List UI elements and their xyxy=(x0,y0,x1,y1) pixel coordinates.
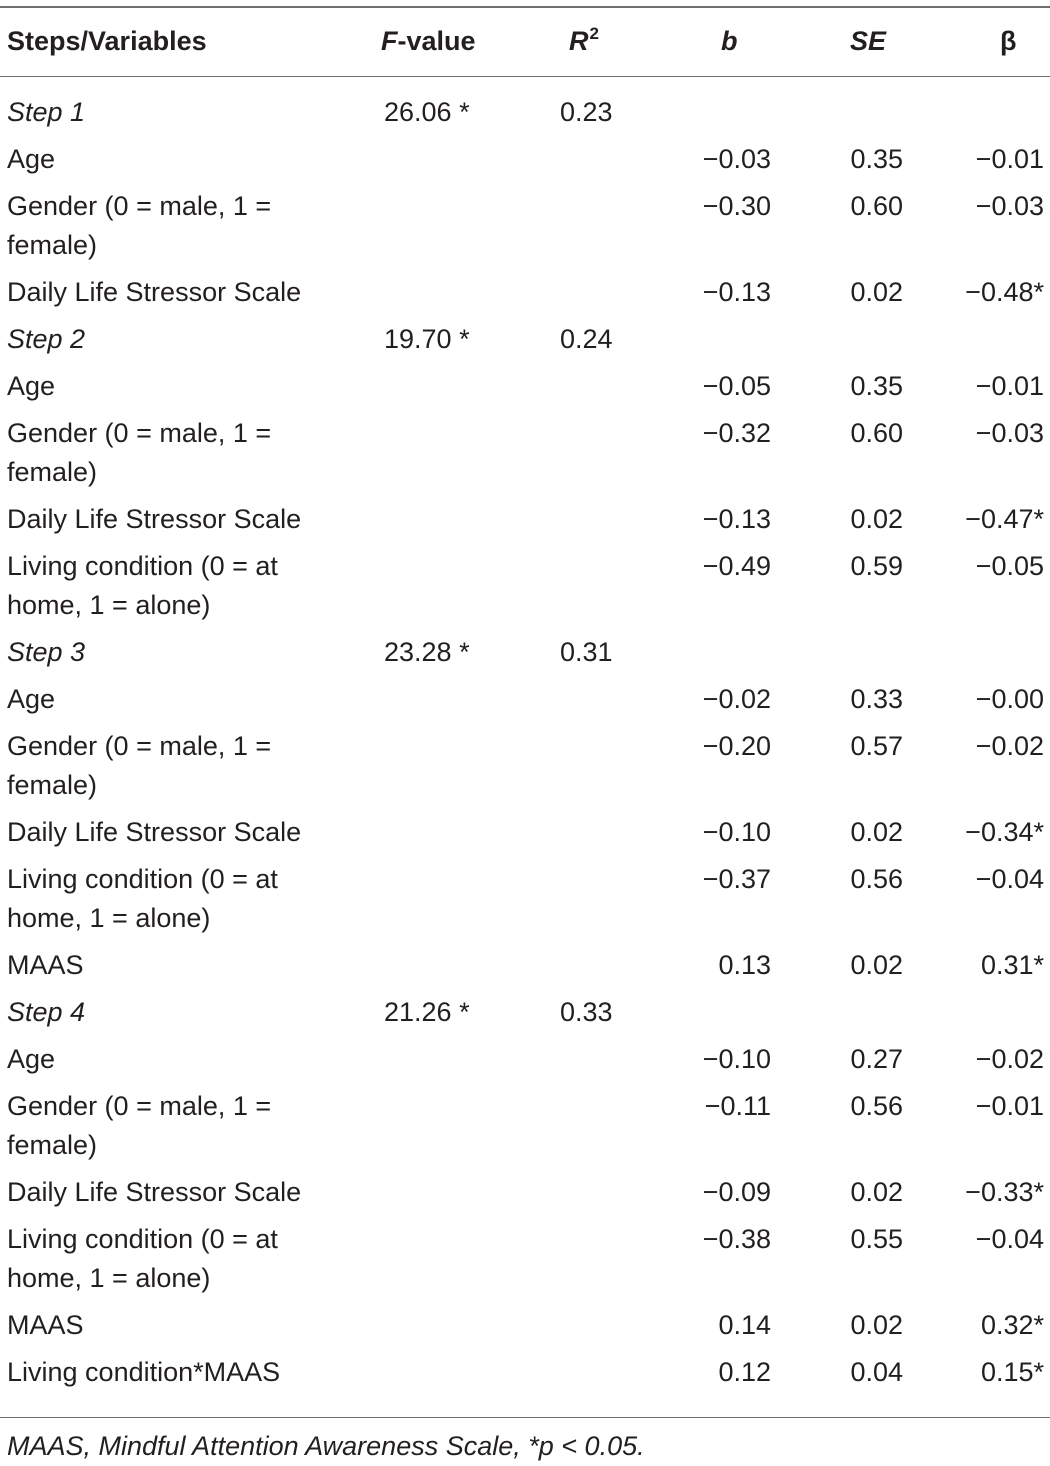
row-beta: −0.05 xyxy=(975,551,1044,581)
header-f-italic: F xyxy=(381,26,398,56)
header-r-superscript: 2 xyxy=(589,24,599,43)
row-se: 0.35 xyxy=(850,144,903,174)
row-b: −0.13 xyxy=(702,504,771,534)
row-se: 0.35 xyxy=(850,371,903,401)
row-variable: Living condition*MAAS xyxy=(7,1357,281,1387)
row-se: 0.02 xyxy=(850,277,903,307)
row-beta: −0.01 xyxy=(975,144,1044,174)
table-bottom-rule xyxy=(0,1417,1050,1418)
row-beta: −0.34* xyxy=(965,817,1044,847)
row-se: 0.56 xyxy=(850,864,903,894)
row-beta: −0.01 xyxy=(975,1091,1044,1121)
row-variable: Living condition (0 = at home, 1 = alone) xyxy=(7,1224,278,1293)
row-beta: 0.31* xyxy=(980,950,1044,980)
row-variable: Step 4 xyxy=(7,997,86,1027)
row-f-value: 26.06 * xyxy=(384,97,470,127)
row-r-squared: 0.33 xyxy=(560,997,613,1027)
table-footnote: MAAS, Mindful Attention Awareness Scale, *p < 0.05. xyxy=(7,1431,645,1461)
row-se: 0.55 xyxy=(850,1224,903,1254)
row-variable: MAAS xyxy=(7,950,84,980)
table-top-rule xyxy=(0,6,1050,8)
header-bottom-rule xyxy=(0,76,1050,77)
row-beta: −0.02 xyxy=(975,731,1044,761)
row-variable: Step 1 xyxy=(7,97,86,127)
row-b: −0.37 xyxy=(702,864,771,894)
row-beta: −0.00 xyxy=(975,684,1044,714)
header-beta: β xyxy=(1000,26,1017,56)
row-r-squared: 0.31 xyxy=(560,637,613,667)
row-b: 0.14 xyxy=(718,1310,771,1340)
row-b: −0.10 xyxy=(702,1044,771,1074)
row-variable: MAAS xyxy=(7,1310,84,1340)
row-se: 0.60 xyxy=(850,191,903,221)
row-se: 0.59 xyxy=(850,551,903,581)
row-b: −0.05 xyxy=(702,371,771,401)
header-se-italic: SE xyxy=(850,26,887,56)
header-f-value xyxy=(381,24,476,58)
row-b: −0.11 xyxy=(704,1091,771,1121)
row-variable: Gender (0 = male, 1 = female) xyxy=(7,191,272,260)
header-b-italic: b xyxy=(721,26,738,56)
row-variable: Gender (0 = male, 1 = female) xyxy=(7,418,272,487)
row-se: 0.02 xyxy=(850,817,903,847)
row-variable: Daily Life Stressor Scale xyxy=(7,277,302,307)
header-r-squared xyxy=(569,24,599,62)
row-b: 0.13 xyxy=(718,950,771,980)
row-b: −0.49 xyxy=(702,551,771,581)
row-beta: −0.03 xyxy=(975,418,1044,448)
row-variable: Step 3 xyxy=(7,637,86,667)
header-se xyxy=(850,24,886,58)
row-b: −0.09 xyxy=(702,1177,771,1207)
header-f-suffix: -value xyxy=(397,26,476,56)
row-variable: Living condition (0 = at home, 1 = alone) xyxy=(7,864,278,933)
row-variable: Step 2 xyxy=(7,324,86,354)
row-variable: Gender (0 = male, 1 = female) xyxy=(7,731,272,800)
row-se: 0.02 xyxy=(850,1177,903,1207)
row-variable: Living condition (0 = at home, 1 = alone) xyxy=(7,551,278,620)
row-beta: 0.15* xyxy=(980,1357,1044,1387)
row-b: −0.38 xyxy=(702,1224,771,1254)
row-r-squared: 0.23 xyxy=(560,97,613,127)
row-beta: −0.33* xyxy=(965,1177,1044,1207)
row-variable: Daily Life Stressor Scale xyxy=(7,504,302,534)
row-beta: −0.47* xyxy=(965,504,1044,534)
row-beta: −0.02 xyxy=(975,1044,1044,1074)
row-variable: Age xyxy=(7,144,56,174)
row-beta: −0.03 xyxy=(975,191,1044,221)
row-se: 0.02 xyxy=(850,504,903,534)
row-se: 0.27 xyxy=(850,1044,903,1074)
row-variable: Age xyxy=(7,684,56,714)
row-b: −0.03 xyxy=(702,144,771,174)
row-beta: −0.01 xyxy=(975,371,1044,401)
header-r-italic: R xyxy=(569,26,589,56)
row-beta: −0.04 xyxy=(975,1224,1044,1254)
row-b: −0.02 xyxy=(702,684,771,714)
row-r-squared: 0.24 xyxy=(560,324,613,354)
row-beta: −0.48* xyxy=(965,277,1044,307)
header-b xyxy=(721,24,738,58)
row-beta: −0.04 xyxy=(975,864,1044,894)
row-f-value: 23.28 * xyxy=(384,637,470,667)
row-beta: 0.32* xyxy=(980,1310,1044,1340)
row-variable: Age xyxy=(7,1044,56,1074)
header-steps-variables: Steps/Variables xyxy=(7,26,207,56)
row-b: −0.13 xyxy=(702,277,771,307)
row-se: 0.60 xyxy=(850,418,903,448)
row-se: 0.33 xyxy=(850,684,903,714)
row-b: −0.32 xyxy=(702,418,771,448)
row-variable: Daily Life Stressor Scale xyxy=(7,817,302,847)
row-f-value: 21.26 * xyxy=(384,997,470,1027)
row-se: 0.02 xyxy=(850,950,903,980)
row-b: −0.20 xyxy=(702,731,771,761)
row-se: 0.04 xyxy=(850,1357,903,1387)
row-b: 0.12 xyxy=(718,1357,771,1387)
row-se: 0.02 xyxy=(850,1310,903,1340)
row-variable: Daily Life Stressor Scale xyxy=(7,1177,302,1207)
row-b: −0.10 xyxy=(702,817,771,847)
row-variable: Age xyxy=(7,371,56,401)
row-se: 0.56 xyxy=(850,1091,903,1121)
row-variable: Gender (0 = male, 1 = female) xyxy=(7,1091,272,1160)
row-f-value: 19.70 * xyxy=(384,324,470,354)
row-b: −0.30 xyxy=(702,191,771,221)
row-se: 0.57 xyxy=(850,731,903,761)
